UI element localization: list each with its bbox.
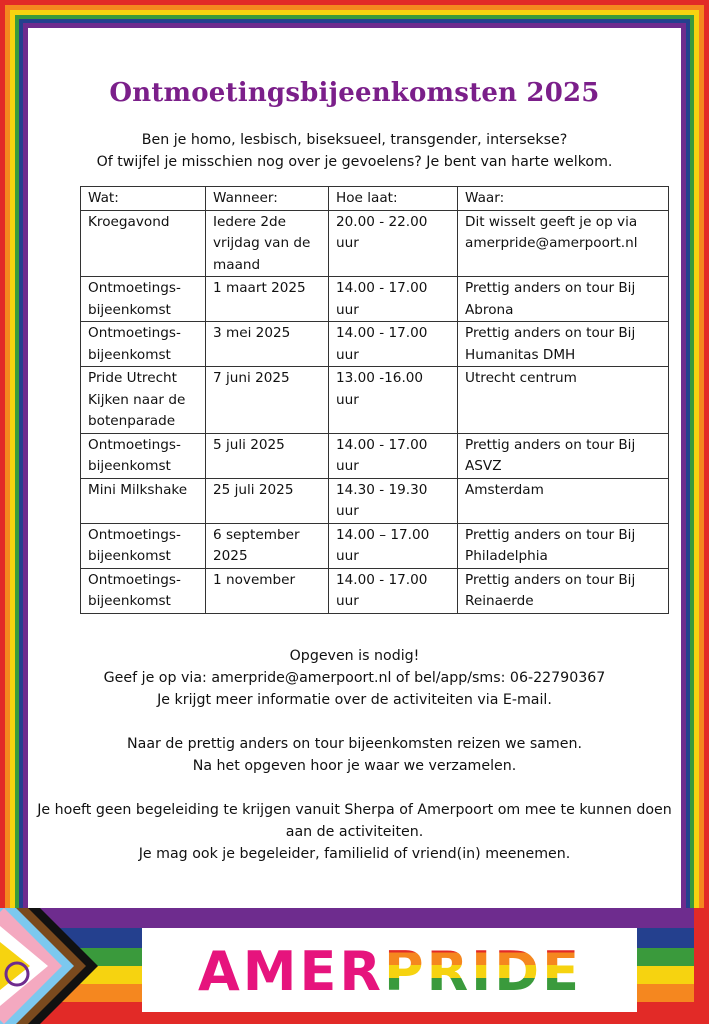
guidance-line-1: Je hoeft geen begeleiding te krijgen vanuit Sherpa of Amerpoort om mee te kunnen doen aan de activiteiten. [37,802,672,840]
table-cell: Utrecht centrum [458,367,669,434]
table-cell: 13.00 -16.00 uur [329,367,458,434]
table-cell: Kroegavond [81,210,206,277]
column-header: Waar: [458,187,669,211]
table-row [81,322,669,367]
table-cell: 20.00 - 22.00 uur [329,210,458,277]
table-cell: 25 juli 2025 [206,478,329,523]
table-cell: Pride Utrecht Kijken naar de botenparade [81,367,206,434]
table-cell: 3 mei 2025 [206,322,329,367]
table-row [81,277,669,322]
page-title: Ontmoetingsbijeenkomsten 2025 [109,78,600,108]
table-cell: 5 juli 2025 [206,433,329,478]
table-cell: 14.00 - 17.00 uur [329,568,458,613]
column-header: Wat: [81,187,206,211]
svg-text:AMERPRIDE [198,940,582,1003]
table-cell: 14.00 - 17.00 uur [329,277,458,322]
schedule-table [80,186,669,614]
table-cell: 14.30 - 19.30 uur [329,478,458,523]
table-cell: Ontmoetings-bijeenkomst [81,322,206,367]
table-cell: Prettig anders on tour Bij Reinaerde [458,568,669,613]
progress-pride-flag-icon [0,908,110,1024]
signup-required: Opgeven is nodig! [289,648,420,664]
table-cell: 1 maart 2025 [206,277,329,322]
table-row [81,367,669,434]
table-cell: Ontmoetings-bijeenkomst [81,433,206,478]
logo-pride: PRIDE [384,940,582,1003]
guidance-line-2: Je mag ook je begeleider, familielid of vriend(in) meenemen. [138,846,571,862]
table-cell: Prettig anders on tour Bij ASVZ [458,433,669,478]
table-cell: 14.00 - 17.00 uur [329,322,458,367]
intro-text [0,129,709,173]
intro-line-2: Of twijfel je misschien nog over je gevoelens? Je bent van harte welkom. [96,154,613,170]
table-header-row [81,187,669,211]
table-row [81,478,669,523]
intro-line-1: Ben je homo, lesbisch, biseksueel, transgender, intersekse? [141,132,568,148]
table-row [81,568,669,613]
table-cell: Prettig anders on tour Bij Humanitas DMH [458,322,669,367]
logo-amer: AMER [198,940,385,1003]
amerpride-logo-graphic [142,928,637,1012]
amerpride-logo [142,928,637,1012]
table-cell: Amsterdam [458,478,669,523]
table-cell: 14.00 - 17.00 uur [329,433,458,478]
table-cell: Ontmoetings-bijeenkomst [81,523,206,568]
table-row [81,433,669,478]
table-cell: Ontmoetings-bijeenkomst [81,568,206,613]
column-header: Hoe laat: [329,187,458,211]
table-cell: Prettig anders on tour Bij Abrona [458,277,669,322]
footer-text [30,645,679,865]
table-cell: Dit wisselt geeft je op via amerpride@amerpoort.nl [458,210,669,277]
info-line: Je krijgt meer informatie over de activiteiten via E-mail. [157,692,552,708]
table-row [81,523,669,568]
column-header: Wanneer: [206,187,329,211]
travel-line-2: Na het opgeven hoor je waar we verzamelen. [192,758,517,774]
signup-contact: Geef je op via: amerpride@amerpoort.nl of bel/app/sms: 06-22790367 [103,670,606,686]
table-cell: 1 november [206,568,329,613]
table-cell: Iedere 2de vrijdag van de maand [206,210,329,277]
table-cell: Prettig anders on tour Bij Philadelphia [458,523,669,568]
table-cell: 6 september 2025 [206,523,329,568]
table-cell: 14.00 – 17.00 uur [329,523,458,568]
table-row [81,210,669,277]
table-cell: Ontmoetings-bijeenkomst [81,277,206,322]
table-cell: 7 juni 2025 [206,367,329,434]
table-cell: Mini Milkshake [81,478,206,523]
travel-line-1: Naar de prettig anders on tour bijeenkomsten reizen we samen. [127,736,582,752]
